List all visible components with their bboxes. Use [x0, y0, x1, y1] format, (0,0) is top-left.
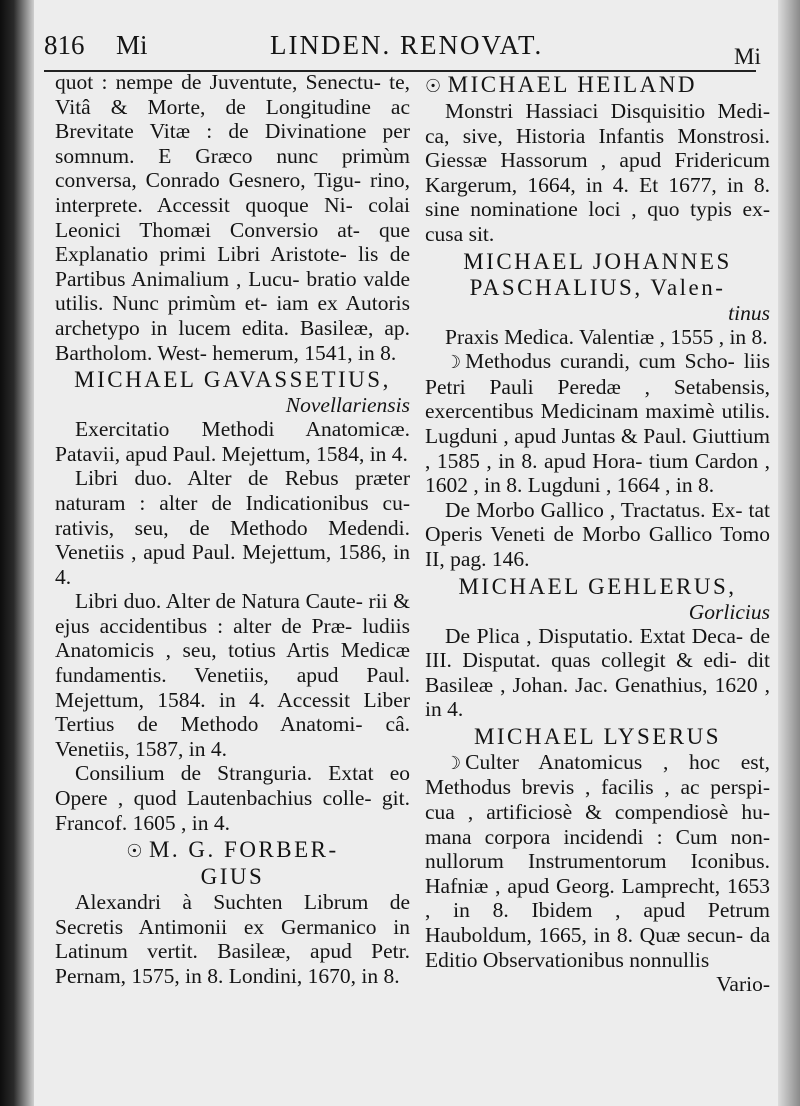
running-header: [44, 30, 760, 70]
page-edge: [778, 0, 800, 1106]
page-number: 816: [44, 30, 85, 60]
entry-text: Libri duo. Alter de Natura Caute- rii & ejus accidentibus : alter de Præ- ludiis Anatomicis , seu, totius Artis Medicæ fundamentis. Venetiis, apud Paul. Mejettum, 1584. in 4. Accessit Liber Tertius de Methodo Anatomi- câ. Venetiis, 1587, in 4.: [55, 589, 411, 761]
author-heading: MICHAEL LYSERUS: [473, 723, 722, 749]
author-place: Gorlicius: [688, 599, 770, 624]
catchword: Vario-: [716, 972, 770, 997]
sun-mark-icon: ☉: [126, 841, 145, 862]
header-right-abbr: Mi: [734, 44, 761, 69]
author-heading: ☉ MICHAEL HEILAND: [425, 72, 698, 97]
entry-text: ☽ Methodus curandi, cum Scho- liis Petri Pauli Peredæ , Setabensis, exercentibus Medicinam maximè utilis. Lugduni , apud Juntas & Paul. Giuttium , 1585 , in 8. apud Hora- tium Cardon , 1602 , in 8. Lugduni , 1664 , in 8.: [425, 349, 771, 498]
author-place: tinus: [728, 300, 770, 325]
author-heading: MICHAEL GAVASSETIUS,: [74, 367, 391, 393]
entry-text: Libri duo. Alter de Rebus præter naturam : alter de Indicationibus cu- rativis, seu, de Methodo Medendi. Venetiis , apud Paul. Mejettum, 1586, in 4.: [55, 466, 410, 589]
right-column: [425, 70, 770, 1080]
moon-mark-icon: ☽: [445, 352, 462, 373]
author-place: Novellariensis: [285, 393, 410, 418]
entry-text: quot : nempe de Juventute, Senectu- te, Vitâ & Morte, de Longitudine ac Brevitate Vitæ : de Divinatione per somnum. E Græco nunc primùm conversa, Conrado Gesnero, Tigu- rino, interprete. Accessit quoque Ni- colai Leonici Thomæi Conversio at- que Explanatio primi Libri Aristote- lis de Partibus Animalium , Lucu- bratio valde utilis. Nunc primùm et- iam ex Autoris archetypo in lucem edita. Basileæ, ap. Bartholom. West- hemerum, 1541, in 8.: [55, 70, 411, 365]
author-heading: ☉ M. G. FORBER- GIUS: [126, 837, 339, 890]
moon-mark-icon: ☽: [445, 752, 462, 773]
header-title: LINDEN. RENOVAT.: [270, 30, 544, 60]
author-heading: MICHAEL GEHLERUS,: [458, 573, 737, 599]
entry-text: De Plica , Disputatio. Extat Deca- de III. Disputat. quas collegit & edi- dit Basileæ , Johan. Jac. Genathius, 1620 , in 4.: [425, 623, 771, 722]
entry-text: ☽ Culter Anatomicus , hoc est, Methodus brevis , facilis , ac perspi- cua , artificiosè & compendiosè hu- mana corpora incidendi : Cum non- nullorum Instrumentorum Iconibus. Hafniæ , apud Georg. Lamprecht, 1653 , in 8. Ibidem , apud Petrum Hauboldum, 1665, in 8. Quæ secun- da Editio Observationibus nonnullis: [425, 749, 771, 972]
entry-text: Praxis Medica. Valentiæ , 1555 , in 8.: [445, 324, 768, 349]
left-column: [55, 70, 410, 1080]
entry-text: Monstri Hassiaci Disquisitio Medi- ca, sive, Historia Infantis Monstrosi. Giessæ Hassorum , apud Fridericum Kargerum, 1664, in 4. Et 1677, in 8. sine nominatione loci , quo typis ex- cusa sit.: [425, 99, 770, 246]
entry-text: Consilium de Stranguria. Extat eo Opere , quod Lautenbachius colle- git. Francof. 1605 , in 4.: [55, 761, 410, 835]
entry-text: Alexandri à Suchten Librum de Secretis Antimonii ex Germanico in Latinum vertit. Basileæ, apud Petr. Pernam, 1575, in 8. Londini, 1670, in 8.: [55, 890, 410, 988]
entry-text: De Morbo Gallico , Tractatus. Ex- tat Operis Veneti de Morbo Gallico Tomo II, pag. 146.: [425, 497, 770, 571]
page-gutter-shadow: [0, 0, 34, 1106]
author-heading: MICHAEL JOHANNES PASCHALIUS, Valen-: [463, 248, 732, 300]
header-left-abbr: Mi: [116, 30, 148, 60]
sun-mark-icon: ☉: [425, 76, 444, 96]
entry-text: Exercitatio Methodi Anatomicæ. Patavii, apud Paul. Mejettum, 1584, in 4.: [55, 417, 410, 466]
